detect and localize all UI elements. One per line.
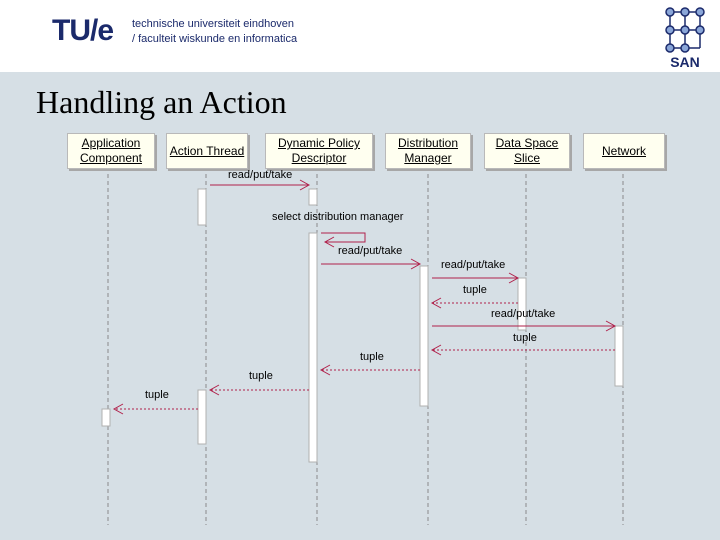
tue-logo: TU/e	[52, 14, 114, 47]
participant-name-line1: Dynamic Policy	[277, 136, 361, 150]
activation-bar	[198, 189, 206, 225]
participant-name-line1: Application	[81, 136, 141, 150]
participant-box	[67, 133, 155, 169]
activation-bar	[102, 409, 110, 426]
participant-box	[385, 133, 471, 169]
logo-university-name: technische universiteit eindhoven	[132, 18, 295, 30]
participant-box	[166, 133, 248, 169]
slide-title: Handling an Action	[36, 84, 287, 120]
participant-name-line1: Data Space	[495, 136, 559, 150]
message-label: tuple	[249, 370, 273, 382]
activation-bar	[309, 233, 317, 462]
participant-name-line2: Manager	[404, 151, 452, 165]
participant-name-line2: Descriptor	[291, 151, 347, 165]
participant-name-line1: Distribution	[397, 136, 459, 150]
participant-name-line2: Slice	[513, 151, 540, 165]
participant-name-line2: Component	[79, 151, 143, 165]
activation-bar	[615, 326, 623, 386]
san-logo-text: SAN	[670, 54, 700, 70]
activation-bar	[518, 278, 526, 330]
activation-bar	[420, 266, 428, 406]
message-label: read/put/take	[228, 169, 293, 181]
message-label: tuple	[513, 332, 537, 344]
message-label: read/put/take	[441, 259, 506, 271]
participant-box	[484, 133, 570, 169]
message-label: select distribution manager	[272, 211, 404, 223]
activation-bar	[309, 189, 317, 205]
message-label: read/put/take	[491, 308, 556, 320]
logo-faculty-name: / faculteit wiskunde en informatica	[132, 33, 298, 45]
activation-bar	[198, 390, 206, 444]
message-label: tuple	[360, 351, 384, 363]
participant-name-line1: Network	[601, 143, 646, 158]
message-label: tuple	[463, 284, 487, 296]
message-label: tuple	[145, 389, 169, 401]
message-label: read/put/take	[338, 245, 403, 257]
participant-box	[583, 133, 665, 169]
participant-name-line1: Action Thread	[169, 143, 245, 158]
participant-box	[265, 133, 373, 169]
